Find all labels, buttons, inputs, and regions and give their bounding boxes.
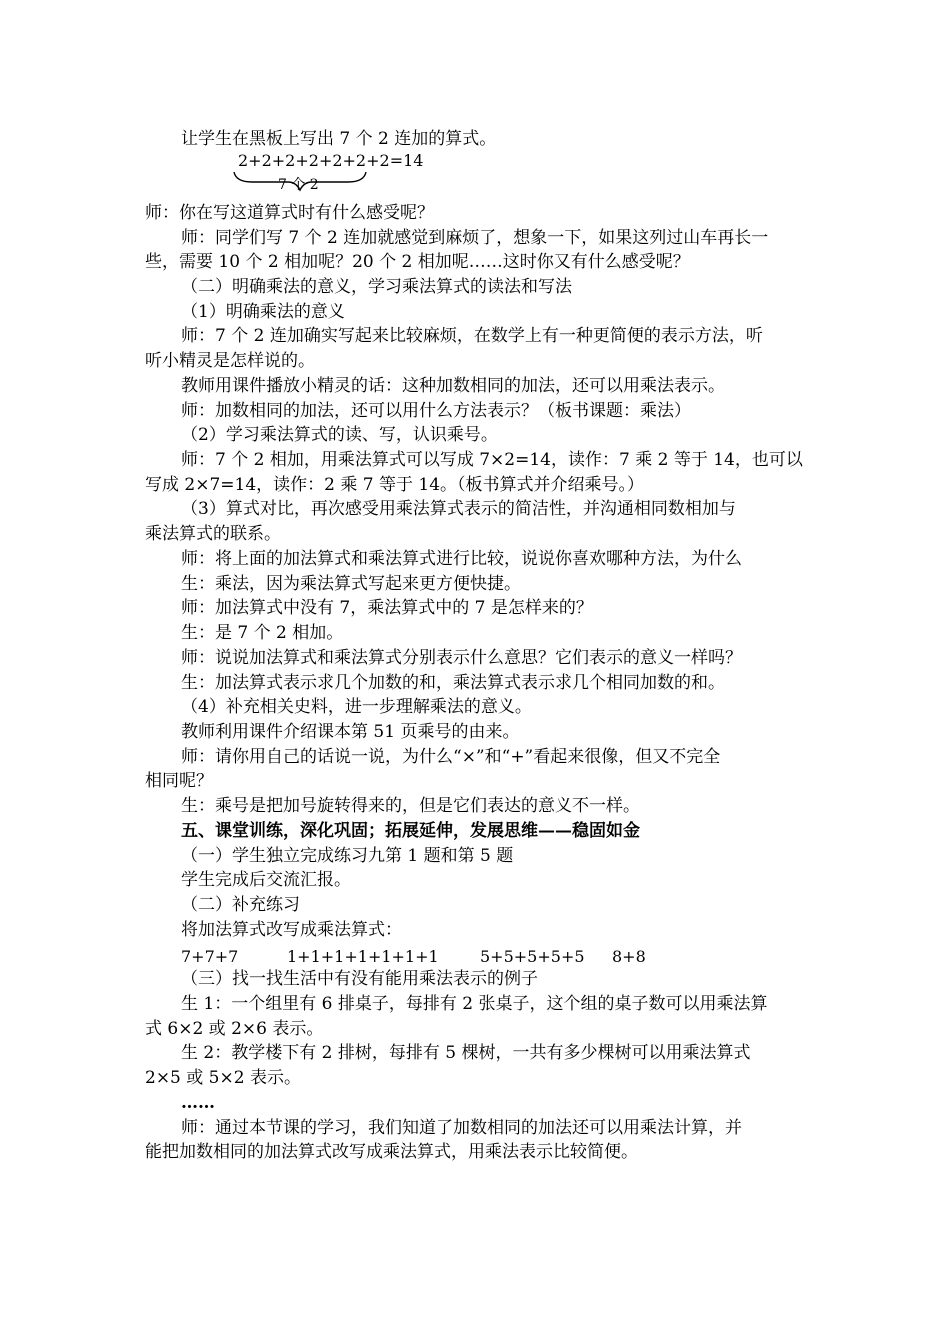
- paragraph-line: 相同呢？: [145, 771, 213, 791]
- paragraph-line: 生：加法算式表示求几个加数的和，乘法算式表示求几个相同加数的和。: [181, 673, 725, 693]
- paragraph-line: 听小精灵是怎样说的。: [145, 351, 315, 371]
- paragraph-line: 写成 2×7=14，读作：2 乘 7 等于 14。（板书算式并介绍乘号。）: [145, 475, 645, 495]
- paragraph-line: 师：7 个 2 相加，用乘法算式可以写成 7×2=14，读作：7 乘 2 等于 14，也可以: [181, 450, 803, 470]
- paragraph-line: 让学生在黑板上写出 7 个 2 连加的算式。: [181, 129, 497, 149]
- paragraph-line: （4）补充相关史料，进一步理解乘法的意义。: [181, 697, 532, 717]
- paragraph-line: 师：将上面的加法算式和乘法算式进行比较，说说你喜欢哪种方法，为什么: [181, 549, 742, 569]
- paragraph-line: 能把加数相同的加法算式改写成乘法算式，用乘法表示比较简便。: [145, 1142, 638, 1162]
- paragraph-line: （三）找一找生活中有没有能用乘法表示的例子: [181, 969, 538, 989]
- paragraph-line: （2）学习乘法算式的读、写，认识乘号。: [181, 425, 498, 445]
- exercise-expression: 5+5+5+5+5: [480, 947, 585, 966]
- paragraph-line: 教师利用课件介绍课本第 51 页乘号的由来。: [181, 722, 520, 742]
- paragraph-line: 生 1：一个组里有 6 排桌子，每排有 2 张桌子，这个组的桌子数可以用乘法算: [181, 994, 768, 1014]
- section-heading: 五、课堂训练，深化巩固；拓展延伸，发展思维——稳固如金: [181, 821, 640, 841]
- paragraph-line: 师：说说加法算式和乘法算式分别表示什么意思？它们表示的意义一样吗？: [181, 648, 742, 668]
- paragraph-line: 师：你在写这道算式时有什么感受呢？: [145, 203, 434, 223]
- paragraph-line: （1）明确乘法的意义: [181, 302, 345, 322]
- paragraph-line: 师：请你用自己的话说一说，为什么“×”和“+”看起来很像，但又不完全: [181, 747, 721, 767]
- ellipsis-line: ……: [181, 1093, 215, 1113]
- paragraph-line: （一）学生独立完成练习九第 1 题和第 5 题: [181, 846, 514, 866]
- paragraph-line: （二）补充练习: [181, 895, 300, 915]
- paragraph-line: （二）明确乘法的意义，学习乘法算式的读法和写法: [181, 277, 572, 297]
- paragraph-line: 生：是 7 个 2 相加。: [181, 623, 344, 643]
- paragraph-line: 些，需要 10 个 2 相加呢？20 个 2 相加呢……这时你又有什么感受呢？: [145, 252, 690, 272]
- paragraph-line: 生 2：教学楼下有 2 排树，每排有 5 棵树，一共有多少棵树可以用乘法算式: [181, 1043, 751, 1063]
- paragraph-line: 式 6×2 或 2×6 表示。: [145, 1019, 324, 1039]
- paragraph-line: 教师用课件播放小精灵的话：这种加数相同的加法，还可以用乘法表示。: [181, 376, 725, 396]
- paragraph-line: 生：乘法，因为乘法算式写起来更方便快捷。: [181, 574, 521, 594]
- paragraph-line: （3）算式对比，再次感受用乘法算式表示的简洁性，并沟通相同数相加与: [181, 499, 736, 519]
- paragraph-line: 乘法算式的联系。: [145, 524, 281, 544]
- brace-label: 7 个 2: [278, 177, 319, 193]
- exercise-expression: 1+1+1+1+1+1+1: [287, 947, 439, 966]
- exercise-expression: 8+8: [612, 947, 646, 966]
- paragraph-line: 学生完成后交流汇报。: [181, 870, 351, 890]
- paragraph-line: 将加法算式改写成乘法算式：: [181, 920, 402, 940]
- paragraph-line: 师：加数相同的加法，还可以用什么方法表示？（板书课题：乘法）: [181, 401, 691, 421]
- exercise-expression: 7+7+7: [181, 947, 239, 966]
- paragraph-line: 生：乘号是把加号旋转得来的，但是它们表达的意义不一样。: [181, 796, 640, 816]
- paragraph-line: 师：通过本节课的学习，我们知道了加数相同的加法还可以用乘法计算，并: [181, 1118, 742, 1138]
- paragraph-line: 师：同学们写 7 个 2 连加就感觉到麻烦了，想象一下，如果这列过山车再长一: [181, 228, 769, 248]
- paragraph-line: 师：7 个 2 连加确实写起来比较麻烦，在数学上有一种更简便的表示方法，听: [181, 326, 763, 346]
- paragraph-line: 师：加法算式中没有 7，乘法算式中的 7 是怎样来的？: [181, 598, 593, 618]
- paragraph-line: 2×5 或 5×2 表示。: [145, 1068, 301, 1088]
- addition-formula: 2+2+2+2+2+2+2=14: [238, 151, 424, 170]
